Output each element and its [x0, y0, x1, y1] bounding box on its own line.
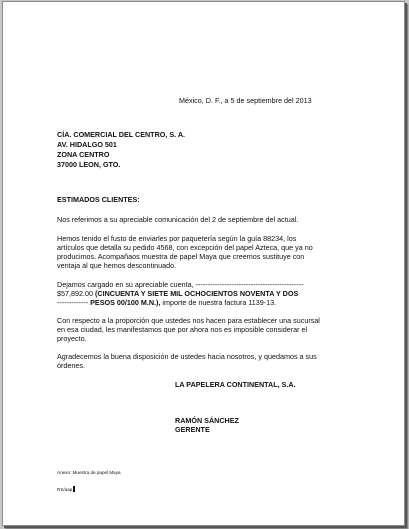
paragraph-intro: Nos referimos a su apreciable comunicación del 2 de septiembre del actual. — [57, 215, 299, 224]
initials: RS/aap — [57, 487, 73, 492]
charge-amount: $57,892.00 — [57, 289, 93, 298]
charge-invoice: importe de nuestra factura 1139-13. — [160, 298, 277, 307]
sender-company: LA PAPELERA CONTINENTAL, S.A. — [175, 380, 296, 389]
charge-currency: PESOS 00/100 M.N.), — [90, 298, 161, 307]
paragraph-shipment-line-3: producimos. Acompañaos muestra de papel Maya que creemos sustituye con — [57, 252, 305, 261]
annex-note: Anexo: Muestra de papel Maya — [57, 470, 121, 475]
recipient-company: CÍA. COMERCIAL DEL CENTRO, S. A. — [57, 130, 186, 139]
salutation: ESTIMADOS CLIENTES: — [57, 195, 140, 204]
charge-amount-words: (CINCUENTA Y SIETE MIL OCHOCIENTOS NOVENTA Y DOS — [94, 289, 299, 298]
text-cursor — [73, 486, 75, 492]
charge-dashes: ------------- — [57, 298, 89, 307]
date-line: México, D. F., a 5 de septiembre del 2013 — [179, 96, 312, 105]
recipient-street: AV. HIDALGO 501 — [57, 140, 117, 149]
paragraph-branch-line-1: Con respecto a la proporción que ustedes nos hacen para establecer una sucursal — [57, 316, 320, 325]
signer-name: RAMÓN SÁNCHEZ — [175, 416, 239, 425]
signer-title: GERENTE — [175, 425, 210, 434]
paragraph-charge-line-3 — [57, 298, 276, 308]
paragraph-branch-line-2: en esa ciudad, les manifestamos que por ahora nos es imposible considerar el — [57, 325, 308, 334]
recipient-zone: ZONA CENTRO — [57, 150, 110, 159]
paragraph-thanks-line-2: órdenes. — [57, 361, 85, 370]
recipient-city: 37000 LEON, GTO. — [57, 160, 121, 169]
paragraph-shipment-line-2: artículos que detalla su pedido 4568, con excepción del papel Azteca, que ya no — [57, 243, 313, 252]
paragraph-thanks-line-1: Agradecemos la buena disposición de ustedes hacia nosotros, y quedamos a sus — [57, 352, 317, 361]
paragraph-charge-line-1: Dejamos cargado en su apreciable cuenta, --------------------------------------------- — [57, 280, 304, 289]
initials-line[interactable] — [57, 486, 75, 493]
paragraph-branch-line-3: proyecto. — [57, 334, 87, 343]
paragraph-shipment-line-4: ventaja al que hemos descontinuado. — [57, 261, 177, 270]
letter-page — [2, 1, 405, 526]
paragraph-shipment-line-1: Hemos tenido el fusto de enviarles por paquetería según la guía 88234, los — [57, 234, 297, 243]
